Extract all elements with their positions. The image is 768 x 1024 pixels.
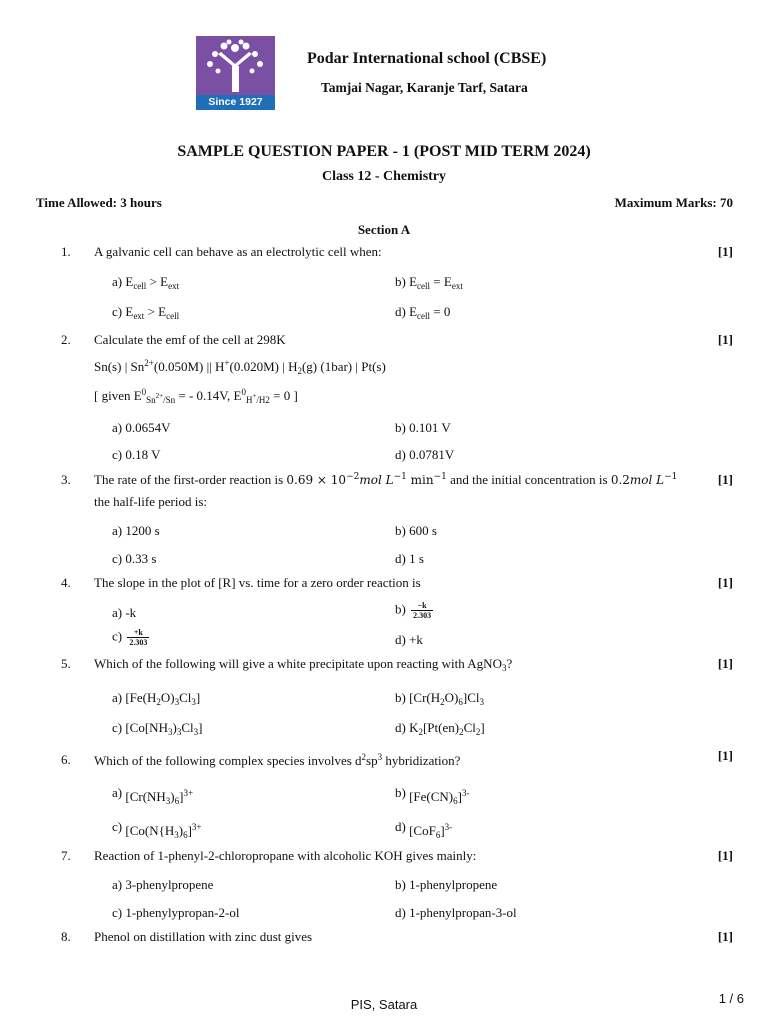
option-d: d) 1 s — [395, 551, 424, 566]
option-b: b) 1-phenylpropene — [395, 877, 498, 892]
question-number: 6. — [61, 752, 71, 767]
cell-notation: Sn(s) | $Sn^{2+}(0.050M)$ || H+(0.020M) | $H_2(g)$ (1bar) | Pt(s) — [94, 358, 386, 376]
page-number: 1 / 6 — [718, 991, 744, 1006]
option-b: b) 600 s — [395, 523, 437, 538]
question-number: 7. — [61, 848, 71, 863]
logo-band: Since 1927 — [196, 95, 275, 110]
option-c: c) 0.33 s — [112, 551, 157, 566]
option-c: c) [$Co(N\{H_3)_6]^{3+}$ — [112, 819, 202, 840]
option-d: d) $[CoF_6]^{3-}$ — [395, 819, 453, 840]
question-number: 4. — [61, 575, 71, 590]
question-number: 3. — [61, 472, 71, 487]
question-text: A galvanic cell can behave as an electrolytic cell when: — [94, 244, 382, 259]
school-logo — [196, 36, 275, 110]
question-text: Calculate the emf of the cell at 298K — [94, 332, 286, 347]
question-marks: [1] — [717, 848, 733, 863]
option-b: b) 0.101 V — [395, 420, 451, 435]
question-marks: [1] — [717, 472, 733, 487]
question-marks: [1] — [717, 332, 733, 347]
option-c: c) $[Co[NH_3)_3Cl_3]$ — [112, 720, 203, 737]
question-marks: [1] — [717, 929, 733, 944]
question-text: Reaction of 1-phenyl-2-chloropropane with alcoholic KOH gives mainly: — [94, 848, 477, 863]
question-number: 8. — [61, 929, 71, 944]
option-b: b) $[Cr(H_2O)_6]Cl_3$ — [395, 690, 484, 707]
question-number: 2. — [61, 332, 71, 347]
question-marks: [1] — [717, 575, 733, 590]
footer-text: PIS, Satara — [350, 997, 418, 1012]
option-d: d) $E_{cell} = 0$ — [395, 304, 451, 321]
question-text: Which of the following will give a white precipitate upon reacting with AgNO$_3$? — [94, 656, 513, 673]
question-text: The slope in the plot of [R] vs. time for a zero order reaction is — [94, 575, 421, 590]
question-text: Which of the following complex species involves $d^2sp^3$ hybridization? — [94, 752, 461, 768]
option-d: d) +k — [395, 632, 423, 647]
given-data: [ given $E^0_{Sn^{2+}/Sn}$ = - 0.14V, $E^0_{H^+/H2} = 0$ ] — [94, 387, 298, 405]
option-a: a) $E_{cell} > E_{ext}$ — [112, 274, 180, 291]
option-d: d) 1-phenylpropan-3-ol — [395, 905, 517, 920]
question-marks: [1] — [717, 656, 733, 671]
school-address: Tamjai Nagar, Karanje Tarf, Satara — [321, 80, 528, 95]
paper-subtitle: Class 12 - Chemistry — [321, 169, 447, 184]
question-number: 1. — [61, 244, 71, 259]
option-a: a) 3-phenylpropene — [112, 877, 214, 892]
option-a: a) $[Cr(NH_3)_6]^{3+}$ — [112, 785, 194, 806]
time-allowed: Time Allowed: 3 hours — [36, 195, 162, 210]
paper-title: SAMPLE QUESTION PAPER - 1 (POST MID TERM 2024) — [177, 143, 591, 160]
option-a: a) 0.0654V — [112, 420, 171, 435]
option-b: b) $E_{cell} = E_{ext}$ — [395, 274, 463, 291]
question-text: The rate of the first-order reaction is $0.69 \times 10^{-2}mol$ $L^{-1}$ $\min^{-1}$ and the initial concentration is 0.2mol $L^{-1}$ — [94, 472, 678, 487]
option-a: a) -k — [112, 605, 137, 620]
option-c: c) $\frac{+k}{2.303}$ — [112, 628, 148, 647]
option-b: b) $\frac{-k}{2.303}$ — [395, 601, 432, 620]
option-d: d) 0.0781V — [395, 447, 455, 462]
maximum-marks: Maximum Marks: 70 — [614, 195, 733, 210]
question-marks: [1] — [717, 748, 733, 763]
option-b: b) $[Fe(CN)_6]^{3-}$ — [395, 785, 470, 806]
question-number: 5. — [61, 656, 71, 671]
section-heading: Section A — [357, 222, 411, 237]
question-text-continued: the half-life period is: — [94, 494, 207, 509]
option-a: a) 1200 s — [112, 523, 160, 538]
school-name: Podar International school (CBSE) — [307, 50, 547, 67]
option-d: d) $K_2[Pt(en)_2Cl_2]$ — [395, 720, 485, 737]
option-a: a) $[Fe(H_2O)_3Cl_3]$ — [112, 690, 201, 707]
option-c: c) $E_{ext} > E_{cell}$ — [112, 304, 180, 321]
tree-logo-icon — [196, 36, 275, 95]
option-c: c) 1-phenylypropan-2-ol — [112, 905, 240, 920]
question-marks: [1] — [717, 244, 733, 259]
question-text: Phenol on distillation with zinc dust gives — [94, 929, 313, 944]
option-c: c) 0.18 V — [112, 447, 161, 462]
